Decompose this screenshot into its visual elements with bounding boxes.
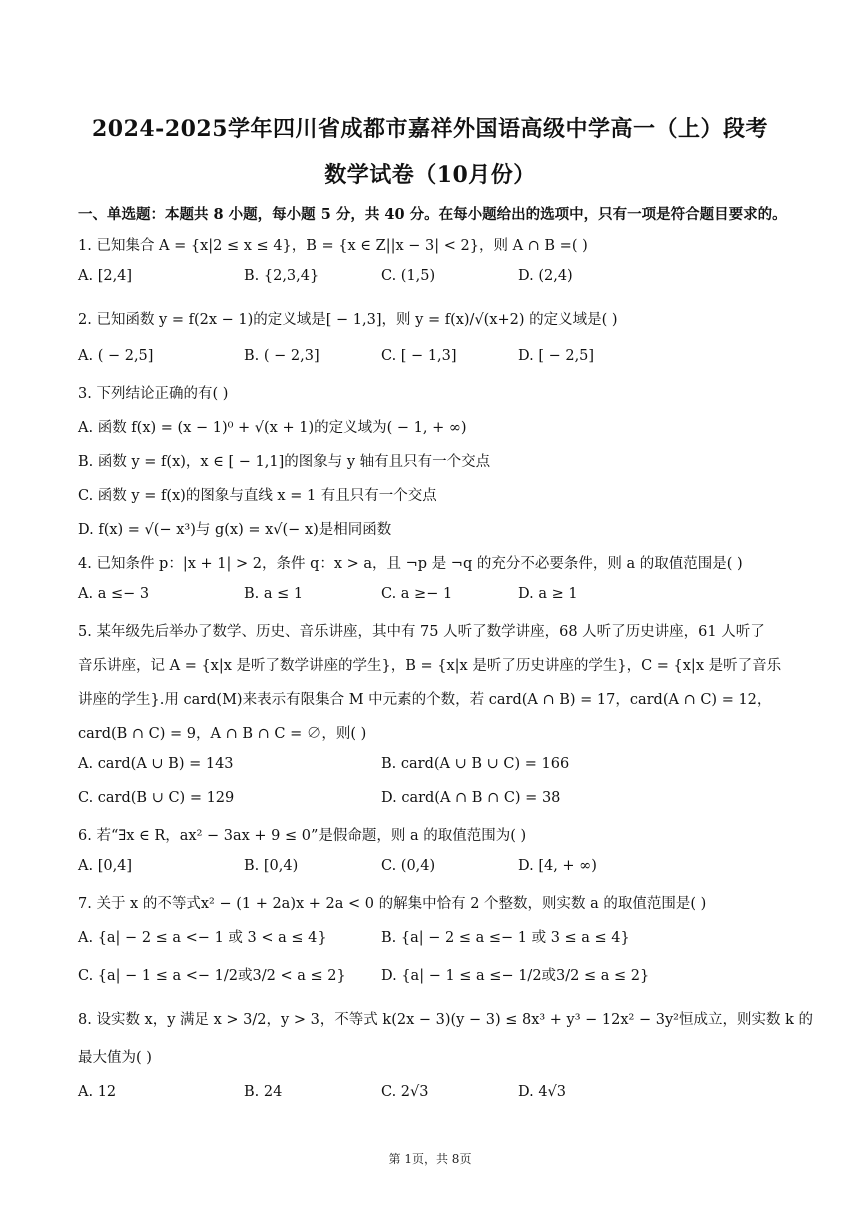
- question-7-option-c: C. {a| − 1 ≤ a <− 1/2或3/2 < a ≤ 2}: [78, 968, 346, 984]
- question-6-option-d: D. [4, + ∞): [518, 858, 597, 874]
- question-3-option-b: B. 函数 y = f(x)，x ∈ [ − 1,1]的图象与 y 轴有且只有一个交点: [78, 454, 491, 470]
- question-5-option-a: A. card(A ∪ B) = 143: [78, 756, 234, 772]
- question-2-option-d: D. [ − 2,5]: [518, 348, 595, 364]
- question-8-option-b: B. 24: [244, 1084, 283, 1100]
- question-6-option-a: A. [0,4]: [78, 858, 133, 874]
- question-8-stem-line2: 最大值为( ): [78, 1050, 152, 1066]
- question-5-stem-line2: 音乐讲座，记 A = {x|x 是听了数学讲座的学生}，B = {x|x 是听了历史讲座的学生}，C = {x|x 是听了音乐: [78, 658, 782, 674]
- question-4-option-d: D. a ≥ 1: [518, 586, 578, 602]
- question-5-stem-line4: card(B ∩ C) = 9，A ∩ B ∩ C = ∅，则( ): [78, 726, 367, 742]
- exam-title-line2: 数学试卷（10月份）: [324, 162, 536, 188]
- question-1-option-b: B. {2,3,4}: [244, 268, 320, 284]
- question-1-stem: 1. 已知集合 A = {x|2 ≤ x ≤ 4}，B = {x ∈ Z||x − 3| < 2}，则 A ∩ B =( ): [78, 238, 588, 254]
- question-4-option-b: B. a ≤ 1: [244, 586, 304, 602]
- question-8-stem-line1: 8. 设实数 x，y 满足 x > 3/2，y > 3，不等式 k(2x − 3)(y − 3) ≤ 8x³ + y³ − 12x² − 3y²恒成立，则实数 k 的: [78, 1012, 813, 1028]
- question-5-stem-line3: 讲座的学生}.用 card(M)来表示有限集合 M 中元素的个数，若 card(A ∩ B) = 17，card(A ∩ C) = 12，: [78, 692, 772, 708]
- question-2-option-a: A. ( − 2,5]: [78, 348, 154, 364]
- question-1-option-d: D. (2,4): [518, 268, 573, 284]
- question-5-option-d: D. card(A ∩ B ∩ C) = 38: [381, 790, 561, 806]
- question-2-stem: 2. 已知函数 y = f(2x − 1)的定义域是[ − 1,3]，则 y = f(x)/√(x+2) 的定义域是( ): [78, 312, 618, 328]
- question-4-option-a: A. a ≤− 3: [78, 586, 150, 602]
- question-5-stem-line1: 5. 某年级先后举办了数学、历史、音乐讲座，其中有 75 人听了数学讲座，68 人听了历史讲座，61 人听了: [78, 624, 765, 640]
- question-1-option-a: A. [2,4]: [78, 268, 133, 284]
- question-2-option-b: B. ( − 2,3]: [244, 348, 320, 364]
- question-3-option-c: C. 函数 y = f(x)的图象与直线 x = 1 有且只有一个交点: [78, 488, 437, 504]
- question-8-option-d: D. 4√3: [518, 1084, 567, 1100]
- page-footer: 第 1页，共 8页: [388, 1152, 472, 1166]
- exam-title-line1: 2024-2025学年四川省成都市嘉祥外国语高级中学高一（上）段考: [91, 116, 769, 142]
- question-1-option-c: C. (1,5): [381, 268, 436, 284]
- question-7-stem: 7. 关于 x 的不等式x² − (1 + 2a)x + 2a < 0 的解集中恰有 2 个整数，则实数 a 的取值范围是( ): [78, 896, 707, 912]
- question-3-option-d: D. f(x) = √(− x³)与 g(x) = x√(− x)是相同函数: [78, 522, 392, 538]
- question-6-option-b: B. [0,4): [244, 858, 299, 874]
- question-6-stem: 6. 若“∃x ∈ R，ax² − 3ax + 9 ≤ 0”是假命题，则 a 的取值范围为( ): [78, 828, 527, 844]
- question-7-option-b: B. {a| − 2 ≤ a ≤− 1 或 3 ≤ a ≤ 4}: [381, 930, 630, 946]
- question-6-option-c: C. (0,4): [381, 858, 436, 874]
- question-8-option-a: A. 12: [78, 1084, 117, 1100]
- question-5-option-b: B. card(A ∪ B ∪ C) = 166: [381, 756, 570, 772]
- question-3-stem: 3. 下列结论正确的有( ): [78, 386, 229, 402]
- question-4-option-c: C. a ≥− 1: [381, 586, 453, 602]
- question-7-option-d: D. {a| − 1 ≤ a ≤− 1/2或3/2 ≤ a ≤ 2}: [381, 968, 650, 984]
- question-7-option-a: A. {a| − 2 ≤ a <− 1 或 3 < a ≤ 4}: [78, 930, 327, 946]
- question-3-option-a: A. 函数 f(x) = (x − 1)⁰ + √(x + 1)的定义域为( − 1, + ∞): [78, 420, 467, 436]
- question-4-stem: 4. 已知条件 p：|x + 1| > 2，条件 q：x > a，且 ¬p 是 ¬q 的充分不必要条件，则 a 的取值范围是( ): [78, 556, 743, 572]
- question-8-option-c: C. 2√3: [381, 1084, 429, 1100]
- question-5-option-c: C. card(B ∪ C) = 129: [78, 790, 235, 806]
- question-2-option-c: C. [ − 1,3]: [381, 348, 457, 364]
- section-heading: 一、单选题：本题共 8 小题，每小题 5 分，共 40 分。在每小题给出的选项中，只有一项是符合题目要求的。: [78, 206, 787, 223]
